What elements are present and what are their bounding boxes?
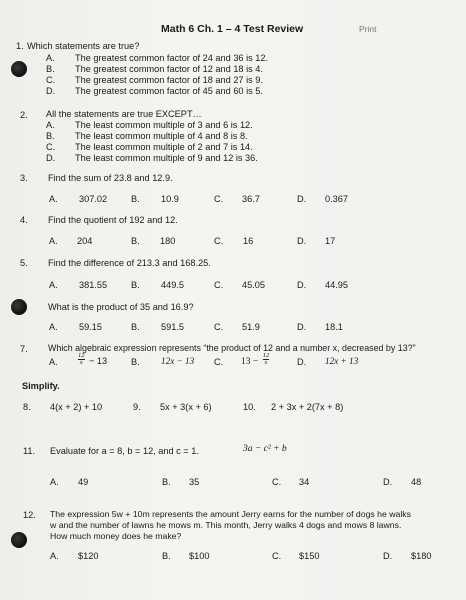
q12-line: w and the number of lawns he mows m. This month, Jerry walks 4 dogs and mows 8 lawns. [50,520,402,530]
q1-choice-text: The greatest common factor of 24 and 36 is 12. [75,53,269,63]
q1-choice-text: The greatest common factor of 45 and 60 is 5. [75,86,263,96]
q3-stem: Find the sum of 23.8 and 12.9. [48,173,173,183]
option-value: 36.7 [242,194,260,204]
q4-number: 4. [20,215,28,225]
fraction [263,353,270,366]
binder-hole-bottom [11,532,27,548]
option-letter: B. [131,280,140,290]
option-letter: D. [383,551,393,561]
option-letter: D. [297,280,307,290]
q3-number: 3. [20,173,28,183]
option-value: 12x + 13 [325,356,359,366]
option-value: 591.5 [161,322,184,332]
option-letter: C. [214,357,224,367]
option-value: 17 [325,236,336,246]
q5-number: 5. [20,258,28,268]
option-value: 307.02 [79,194,108,204]
option-value: $180 [411,551,432,561]
option-c-expression [241,351,269,369]
q1-choice-text: The greatest common factor of 18 and 27 is 9. [75,75,263,85]
option-letter: A. [49,322,58,332]
q2-choice-letter: B. [46,131,55,141]
option-value: 381.55 [79,280,108,290]
option-value: 34 [299,477,310,487]
simplify-expression: 4(x + 2) + 10 [50,402,103,412]
option-letter: B. [131,357,140,367]
option-letter: D. [297,322,307,332]
option-value: 44.95 [325,280,348,290]
q12-line: How much money does he make? [50,531,182,541]
print-link[interactable]: Print [359,24,377,34]
q4-stem: Find the quotient of 192 and 12. [48,215,178,225]
page-title: Math 6 Ch. 1 – 4 Test Review [161,23,304,35]
q2-choice-text: The least common multiple of 4 and 8 is 8. [75,131,248,141]
option-value: 16 [243,236,254,246]
option-value: 204 [77,236,93,246]
fraction-numerator: 12 [78,352,85,360]
fraction [78,353,85,366]
option-value: 18.1 [325,322,343,332]
q2-stem: All the statements are true EXCEPT… [46,109,202,119]
q1-choice-text: The greatest common factor of 12 and 18 is 4. [75,64,263,74]
option-value: $100 [189,551,210,561]
q1-choice-letter: B. [46,64,55,74]
option-value: 180 [160,236,176,246]
option-letter: B. [131,194,140,204]
option-value: 59.15 [79,322,102,332]
q2-choice-letter: D. [46,153,56,163]
q1-stem: Which statements are true? [27,41,140,51]
option-c-pre: 13 − [241,357,259,367]
q7-stem: Which algebraic expression represents “the product of 12 and a number x, decreased by 13?” [48,343,416,353]
option-value: 0.367 [325,194,348,204]
q11-expression: 3a − c² + b [243,444,287,454]
option-letter: A. [50,477,59,487]
binder-hole-top [11,61,27,77]
option-a-expression [78,351,107,369]
option-a-rest: − 13 [88,356,108,366]
option-letter: B. [162,551,171,561]
option-value: 45.05 [242,280,265,290]
option-letter: A. [49,357,58,367]
q12-line: The expression 5w + 10m represents the amount Jerry earns for the number of dogs he walks [50,509,411,519]
simplify-number: 9. [133,402,141,412]
option-value: 48 [411,477,422,487]
option-letter: D. [297,357,307,367]
q2-choice-letter: A. [46,120,55,130]
q11-stem: Evaluate for a = 8, b = 12, and c = 1. [50,446,199,456]
option-value: 12x − 13 [161,356,195,366]
q2-choice-text: The least common multiple of 9 and 12 is 36. [75,153,258,163]
option-value: 449.5 [161,280,184,290]
q2-choice-letter: C. [46,142,56,152]
q1-choice-letter: A. [46,53,55,63]
option-letter: B. [131,236,140,246]
fraction-denominator: x [79,359,83,367]
option-letter: C. [214,280,224,290]
q1-number: 1. [16,41,24,51]
option-letter: A. [49,236,58,246]
q1-choice-letter: C. [46,75,56,85]
option-value: 35 [189,477,200,487]
option-letter: C. [214,322,224,332]
option-letter: C. [214,236,224,246]
q6-stem: What is the product of 35 and 16.9? [48,302,194,312]
simplify-number: 10. [243,402,256,412]
simplify-number: 8. [23,402,31,412]
q2-choice-text: The least common multiple of 3 and 6 is 12. [75,120,253,130]
option-value: 51.9 [242,322,260,332]
q7-number: 7. [20,344,28,354]
simplify-expression: 5x + 3(x + 6) [160,402,212,412]
q5-stem: Find the difference of 213.3 and 168.25. [48,258,211,268]
q2-choice-text: The least common multiple of 2 and 7 is 14. [75,142,253,152]
option-letter: C. [214,194,224,204]
option-letter: C. [272,477,282,487]
q1-choice-letter: D. [46,86,56,96]
option-value: 49 [78,477,89,487]
option-letter: D. [383,477,393,487]
q2-number: 2. [20,110,28,120]
option-letter: A. [49,280,58,290]
simplify-expression: 2 + 3x + 2(7x + 8) [271,402,344,412]
option-letter: D. [297,236,307,246]
q11-number: 11. [23,446,36,456]
option-letter: D. [297,194,307,204]
binder-hole-middle [11,299,27,315]
option-value: $150 [299,551,320,561]
fraction-denominator: x [264,359,268,367]
option-letter: B. [162,477,171,487]
option-letter: A. [50,551,59,561]
option-letter: A. [49,194,58,204]
option-letter: C. [272,551,282,561]
fraction-numerator: 12 [262,352,270,360]
option-value: $120 [78,551,99,561]
option-value: 10.9 [161,194,179,204]
option-letter: B. [131,322,140,332]
q12-number: 12. [23,510,36,520]
simplify-heading: Simplify. [22,381,60,391]
